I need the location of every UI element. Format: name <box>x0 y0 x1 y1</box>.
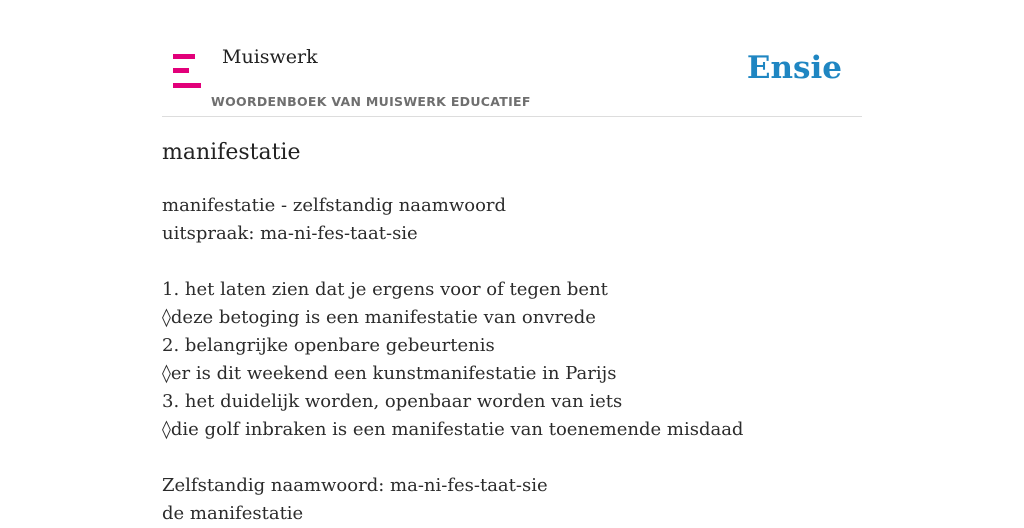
sense-example: ◊die golf inbraken is een manifestatie van toenemende misdaad <box>162 419 744 440</box>
ensie-logo[interactable]: Ensie <box>746 50 842 86</box>
entry-content <box>162 192 862 528</box>
sense-example: ◊er is dit weekend een kunstmanifestatie in Parijs <box>162 363 617 384</box>
spacer <box>162 444 862 472</box>
brand-subtitle: WOORDENBOEK VAN MUISWERK EDUCATIEF <box>211 94 531 109</box>
sense-definition: 1. het laten zien dat je ergens voor of tegen bent <box>162 279 608 300</box>
sense-definition: 2. belangrijke openbare gebeurtenis <box>162 335 495 356</box>
grammar-line: Zelfstandig naamwoord: ma-ni-fes-taat-sie <box>162 475 548 496</box>
sense-example: ◊deze betoging is een manifestatie van onvrede <box>162 307 596 328</box>
pronunciation-line: uitspraak: ma-ni-fes-taat-sie <box>162 223 418 244</box>
logo-bar-top <box>173 54 195 59</box>
logo-bar-middle <box>173 68 189 73</box>
site-header <box>162 0 862 117</box>
logo-bar-bottom <box>173 83 201 88</box>
brand-name[interactable]: Muiswerk <box>222 46 318 68</box>
muiswerk-logo-icon[interactable] <box>173 54 201 88</box>
headword-line: manifestatie - zelfstandig naamwoord <box>162 195 507 216</box>
spacer <box>162 248 862 276</box>
article-line: de manifestatie <box>162 503 304 524</box>
page-title: manifestatie <box>162 140 301 165</box>
sense-definition: 3. het duidelijk worden, openbaar worden van iets <box>162 391 623 412</box>
